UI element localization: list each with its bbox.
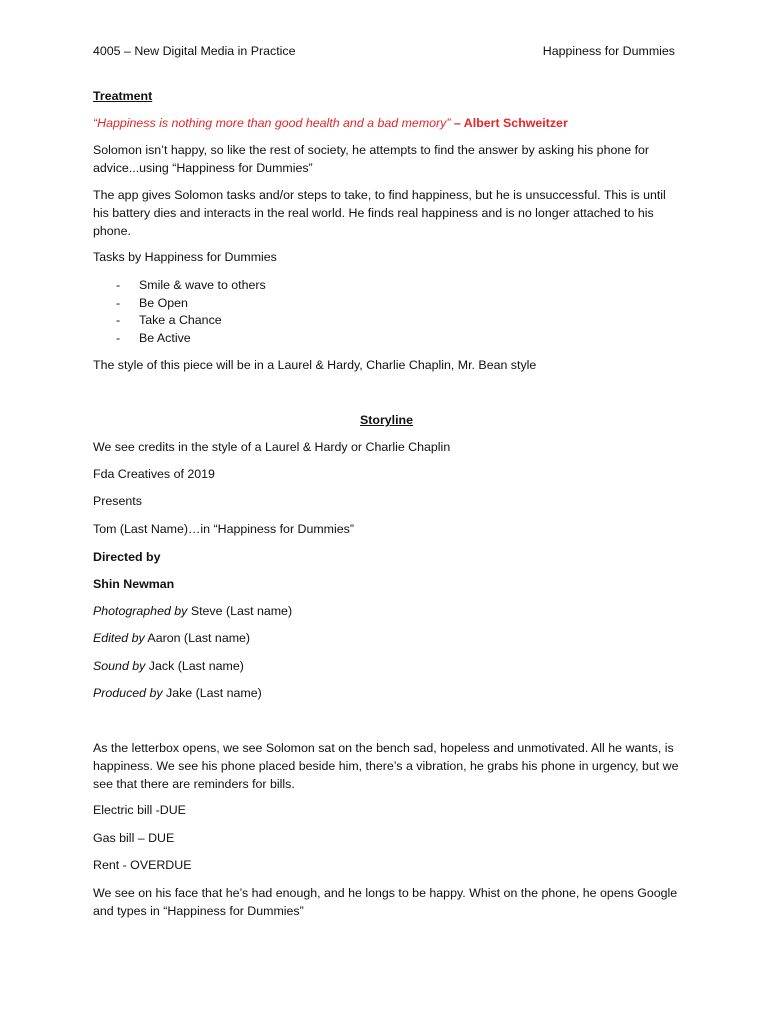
style-line: The style of this piece will be in a Laurel & Hardy, Charlie Chaplin, Mr. Bean style xyxy=(93,358,537,372)
credit-edited: Edited by Aaron (Last name) xyxy=(93,631,251,645)
final-para: We see on his face that he’s had enough, and he longs to be happy. Whist on the phone, he opens Google and types in “Happiness for Dummies” xyxy=(93,886,678,918)
quote-author: – Albert Schweitzer xyxy=(450,116,568,130)
list-item: - Smile & wave to others xyxy=(116,278,266,292)
credit-photographed: Photographed by Steve (Last name) xyxy=(93,604,293,618)
bill-electric: Electric bill -DUE xyxy=(93,803,186,817)
fda-line: Fda Creatives of 2019 xyxy=(93,467,215,481)
treatment-para-1: Solomon isn’t happy, so like the rest of society, he attempts to find the answer by asking his phone for advice...using “Happiness for Dummies” xyxy=(93,143,650,175)
bill-gas: Gas bill – DUE xyxy=(93,831,175,845)
director-name: Shin Newman xyxy=(93,577,175,591)
presents-line: Presents xyxy=(93,494,142,508)
treatment-heading: Treatment xyxy=(93,89,153,103)
letterbox-para: As the letterbox opens, we see Solomon sat on the bench sad, hopeless and unmotivated. All he wants, is happiness. We see his phone placed beside him, there’s a vibration, he grabs his phone in urgency, but we see that there are reminders for bills. xyxy=(93,741,679,791)
bill-rent: Rent - OVERDUE xyxy=(93,858,192,872)
header-title: Happiness for Dummies xyxy=(542,44,675,58)
directed-by: Directed by xyxy=(93,550,161,564)
storyline-heading: Storyline xyxy=(359,413,414,427)
quote-text: “Happiness is nothing more than good health and a bad memory” xyxy=(93,116,451,130)
list-item: - Be Active xyxy=(116,331,191,345)
list-item: - Take a Chance xyxy=(116,313,222,327)
quote-line xyxy=(93,114,680,132)
treatment-para-2: The app gives Solomon tasks and/or steps to take, to find happiness, but he is unsuccessful. This is until his battery dies and interacts in the real world. He finds real happiness and is no longer attached to his phone. xyxy=(93,188,666,238)
tom-line: Tom (Last Name)…in “Happiness for Dummies” xyxy=(93,522,354,536)
tasks-intro: Tasks by Happiness for Dummies xyxy=(93,250,277,264)
credits-intro: We see credits in the style of a Laurel & Hardy or Charlie Chaplin xyxy=(93,440,451,454)
credit-sound: Sound by Jack (Last name) xyxy=(93,659,244,673)
credit-produced: Produced by Jake (Last name) xyxy=(93,686,262,700)
list-item: - Be Open xyxy=(116,296,188,310)
header-course: 4005 – New Digital Media in Practice xyxy=(93,44,296,58)
